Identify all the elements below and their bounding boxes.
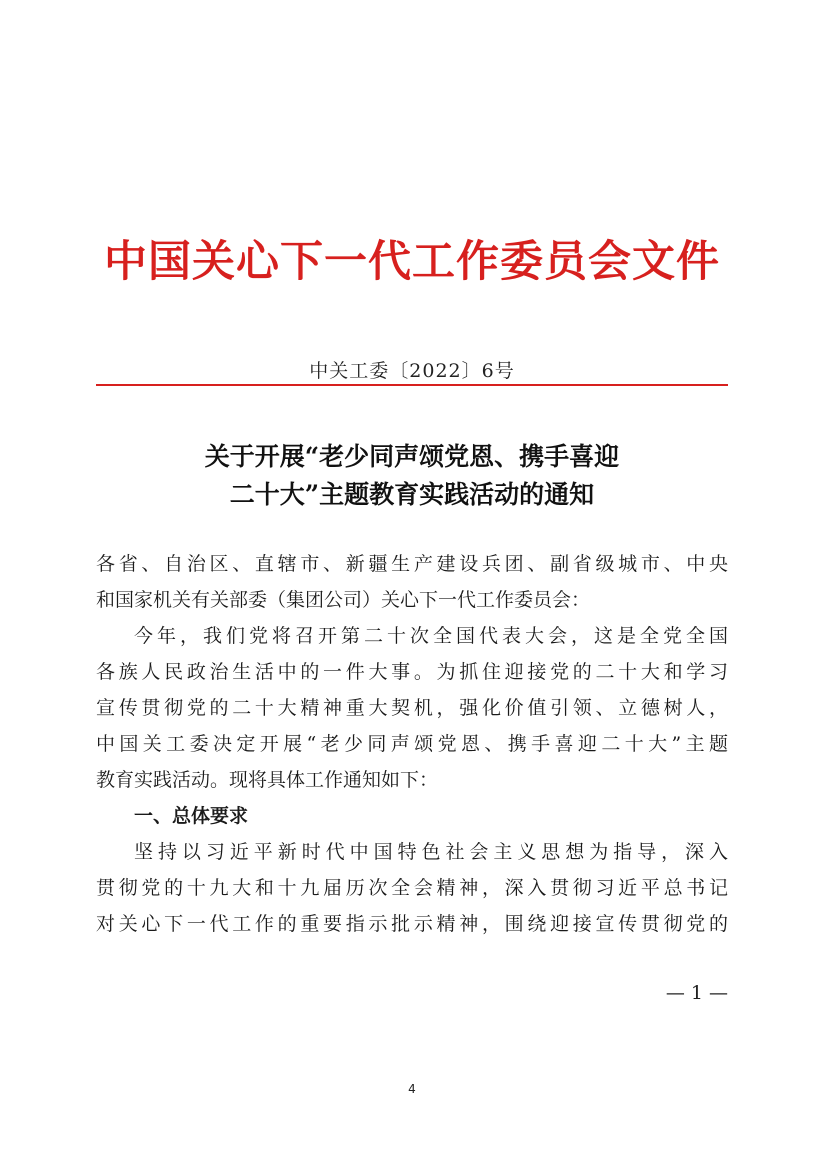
addressee-line: 各省、自治区、直辖市、新疆生产建设兵团、副省级城市、中央 — [96, 553, 728, 575]
document-title — [0, 438, 824, 514]
paragraph-line: 中国关工委决定开展“老少同声颂党恩、携手喜迎二十大”主题 — [96, 733, 728, 755]
org-header-title: 中国关心下一代工作委员会文件 — [104, 237, 720, 287]
paragraph-line: 坚持以习近平新时代中国特色社会主义思想为指导，深入 — [134, 841, 728, 863]
footer-page-number: 4 — [408, 1082, 416, 1096]
title-line-2: 二十大”主题教育实践活动的通知 — [229, 480, 595, 509]
paragraph-line: 教育实践活动。现将具体工作通知如下： — [96, 769, 439, 791]
page-number: — 1 — — [665, 982, 728, 1004]
title-line-1: 关于开展“老少同声颂党恩、携手喜迎 — [204, 442, 620, 471]
paragraph-line: 贯彻党的十九大和十九届历次全会精神，深入贯彻习近平总书记 — [96, 877, 728, 899]
paragraph-line: 宣传贯彻党的二十大精神重大契机，强化价值引领、立德树人， — [96, 697, 728, 719]
paragraph-line: 各族人民政治生活中的一件大事。为抓住迎接党的二十大和学习 — [96, 661, 728, 683]
paragraph-line: 今年，我们党将召开第二十次全国代表大会，这是全党全国 — [134, 625, 728, 647]
red-divider — [96, 384, 728, 386]
paragraph-line: 对关心下一代工作的重要指示批示精神，围绕迎接宣传贯彻党的 — [96, 913, 728, 935]
document-body — [96, 546, 728, 942]
section-heading: 一、总体要求 — [134, 805, 249, 827]
document-number: 中关工委〔2022〕6号 — [309, 360, 515, 382]
addressee-line: 和国家机关有关部委（集团公司）关心下一代工作委员会： — [96, 589, 591, 611]
